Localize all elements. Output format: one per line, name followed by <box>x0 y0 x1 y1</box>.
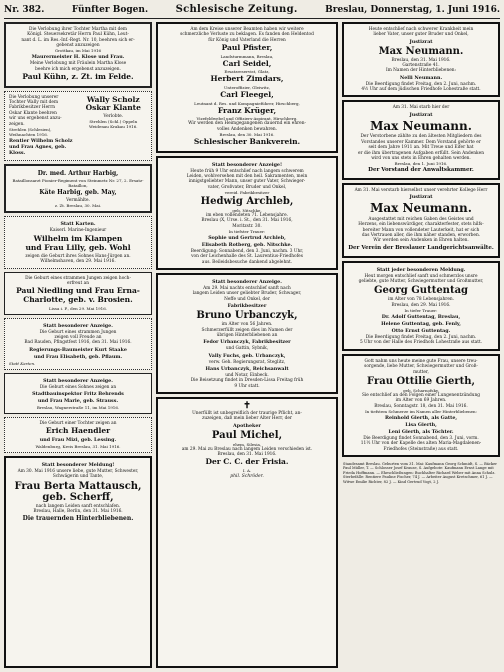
body-line: Oskar Klante beehren <box>9 110 57 116</box>
mourner-detail: und Gattin, Sybnik, <box>225 346 269 352</box>
announcer-name: und Frau Mizi, geb. Lessing. <box>39 436 117 443</box>
bride-name: Käte Harbig, geb. May, <box>39 189 117 197</box>
firm-name: Der C. C. der Frisia. <box>205 457 289 467</box>
announcer-name: Regierungs-Baumeister Kurt Staake <box>29 346 127 353</box>
groom-name: Dr. med. Arthur Harbig, <box>37 169 119 177</box>
deceased-title: Apotheker <box>233 422 261 429</box>
place-date: Lissa i. P., den 29. Mai 1916. <box>48 305 108 311</box>
place-date: z. Zt. Breslau, 30. Mai. <box>54 203 102 209</box>
announcement-birth-haendler <box>4 417 152 453</box>
body-line: Die Verlobung unserer <box>9 94 59 100</box>
notice-heading: Statt besonderer Anzeige. <box>43 322 113 329</box>
body-line: Breslau (X, Urse. i. St., den 31. Mai 1916, <box>201 218 293 224</box>
announcer-name: Wilhelm im Klampen <box>33 233 123 243</box>
deceased-rank: Unteroffizier, Gleiwitz, <box>224 84 270 90</box>
firm-name: Der Vorstand der Anwaltskammer. <box>368 167 474 174</box>
body-line: Neffe und Onkel, der <box>224 296 270 302</box>
obituary-neumann-family <box>342 22 500 97</box>
body-line: Moritzstr. 30. <box>232 223 262 229</box>
body-line: Breslau, den 29. Mai 1916. <box>391 302 451 308</box>
notice-heading: Statt besonderer Anzeige. <box>212 279 282 286</box>
body-line: im Alter von 69 Jahren. <box>395 398 447 404</box>
body-line: Breslau, den 31. Mai 1916. <box>391 57 451 63</box>
place-date: Breslau, Wagnerstraße 11, im Mai 1916. <box>36 404 120 410</box>
obituary-bankverein <box>156 22 338 153</box>
obituary-neumann-anwaltskammer <box>342 100 500 180</box>
deceased-name: Hedwig Archleb, <box>200 195 294 207</box>
announcement-birth-behrends <box>4 373 152 414</box>
obituary-gierth <box>342 354 500 457</box>
body-line: wird von uns stets in Ehren gehalten werden. <box>371 155 471 161</box>
mourners-heading: In tiefster Trauer: <box>228 229 266 235</box>
firm-sub: I. A. <box>242 468 252 474</box>
groom-title: Bataillonsarzt Pionier-Regiment von Steinmetz Nr. 27, 2. Ersatz-Bataillon, <box>12 178 144 189</box>
notice-heading: Statt besonderer Meldung! <box>41 461 115 468</box>
announcer-name: Erich Haendler <box>45 426 111 436</box>
body-line: er die ihm übertragenen Aufgaben erfüllt. Sein Andenken <box>358 150 484 156</box>
body-line: Die Verlobung ihrer Tochter Martha mit dem <box>29 27 127 32</box>
body-line: Die Geburt eines Sohnes zeigen an <box>39 384 117 390</box>
obituary-michel <box>156 397 338 668</box>
body-line: Die Beerdigung findet Sonnabend, den 3. Juni, vorm. <box>363 435 479 441</box>
body-line: wir uns ergebenst anzu- <box>9 116 62 122</box>
body-line: mutter, <box>413 369 429 375</box>
status-label: Vermählte. <box>66 197 90 203</box>
obituary-urbanczyk <box>156 273 338 394</box>
issue-number: Nr. 382. <box>4 5 45 15</box>
announcer-name: Stadtbauinspektor Fritz Behrends <box>32 390 124 397</box>
deceased-title: Justizrat <box>409 38 433 45</box>
deceased-name: Max Neumann. <box>378 45 464 57</box>
body-line: 11½ Uhr von der Kapelle des alten Maria-Magdalenen- <box>360 441 482 447</box>
mourner-name: Fedor Urbanczyk, Fabrikbesitzer <box>203 339 291 346</box>
mourner-name: Leni Gierth, als Töchter. <box>388 428 454 435</box>
newspaper-title: Schlesische Zeitung. <box>175 4 298 15</box>
body-line: Gartenstraße 41. <box>402 63 440 69</box>
notice-heading: Statt besonderer Anzeige! <box>211 161 283 168</box>
body-line: Friedhofes (Steinstraße) aus statt. <box>383 446 459 452</box>
column-right <box>342 22 500 668</box>
firm-name: Schlesischer Bankverein. <box>193 136 301 146</box>
deceased-title: vereid. Fabrikbesitzer <box>224 189 270 195</box>
mourner-name: Dr. Adolf Guttentag, Breslau, <box>381 314 461 321</box>
deceased-name: Paul Michel, <box>211 429 283 441</box>
mourner-name: Lisa Gierth, <box>405 421 437 428</box>
obituary-guttentag <box>342 261 500 351</box>
deceased-title: Justizrat <box>409 111 433 118</box>
deceased-name: Georg Guttentag <box>373 285 469 297</box>
body-line: Ausgestattet mit reichen Gaben des Geistes und <box>368 217 474 223</box>
announcement-engagement-klose <box>4 22 152 88</box>
status-label: Verlobte. <box>103 114 124 120</box>
body-line: Bad Rauden, Pfingstfest 1916, den 31. Mai 1916. <box>24 340 132 346</box>
deceased-name: Paul Pfister, <box>221 43 273 53</box>
deceased-name: Max Neumann. <box>370 201 472 216</box>
body-line: Breslau, Sonntagstr. 18, den 31. Mai 1916. <box>374 403 468 409</box>
body-line: das Vertrauen aller, die ihm näher standen, erworben. <box>361 233 481 239</box>
body-line: Wir werden den Heimgegangenen dauernd ein ehren- <box>188 121 306 127</box>
body-line: Am 31. Mai starb hier der <box>392 105 450 111</box>
body-line: nach langem Leiden sanft entschlafen. <box>35 503 121 509</box>
deceased-title: Justizrat <box>409 194 433 201</box>
announcer-name: und Frau Marie, geb. Strauss. <box>37 397 119 404</box>
announcement-birth-staake <box>4 318 152 370</box>
deceased-name: Herbert Zimdars, <box>210 74 284 84</box>
body-line: Am dem Kreise unserer Beamten haben wir weitere <box>190 27 304 32</box>
body-line: vater, Großvater, Bruder und Onkel, <box>207 184 287 190</box>
body-line: Im Namen der Hinterbliebenen: <box>386 68 456 74</box>
mourners-heading: In tiefstem Schmerze im Namen aller Hinterbliebenen: <box>365 408 477 414</box>
body-line: bereiter Mann von vollendeter Lauterkeit, hat er sich <box>362 227 480 233</box>
body-line: Gott nahm uns heute meine gute Frau, unsere treu- <box>364 358 478 364</box>
mourner-name: Vally Fuchs, geb. Urbanczyk, <box>208 352 286 359</box>
body-line: Am 30. Mai 1916 unsere liebe, gute Mutter, Schwester, <box>17 468 139 474</box>
body-line: volles Andenken bewahren. <box>216 126 278 132</box>
deceased-rank: Leutnant d. Res. und Kompagnieführer, Hirschberg, <box>194 100 300 106</box>
mourner-detail: verw. Geh. Regierungsrat, Steglitz, <box>208 359 286 365</box>
body-line: zuzeigen, daß mein lieber Alter Herr, der <box>202 416 292 422</box>
firm-name: Der Verein der Breslauer Landgerichtsanwälte. <box>348 244 494 251</box>
deceased-name: Max Neumann. <box>370 118 472 133</box>
body-line: schmerzliche Verluste zu beklagen. Es fanden den Heldentod <box>180 32 314 38</box>
body-line: im Alter von 56 Jahren. <box>221 322 273 328</box>
body-line: zeigen die Geburt ihres Sohnes Hans-Jürgen an. <box>25 253 131 259</box>
body-line: innigstgeliebter Mann, unser guter Vater, Schwieger- <box>188 179 306 185</box>
body-line: Die Geburt einer Tochter zeigen an <box>39 420 117 426</box>
maiden-name: geb. Scharnofsky, <box>403 387 439 393</box>
body-line: seit dem Jahre 1911 an. Mit Treue und Eifer hat <box>368 145 474 151</box>
body-line: Am 29. Mai nachts entschlief sanft nach <box>203 286 291 292</box>
body-line: Unerfüllt ist unbegreiflich der traurige Pflicht, an- <box>192 410 302 416</box>
body-line: 4½ Uhr auf dem jüdischen Friedhofe Lohestraße statt. <box>361 87 481 93</box>
mourner-name: Sophie und Gertrud Archleb, <box>208 235 286 242</box>
announcer-name: Rentier Wilhelm Scholz und Frau Agnes, geb. Kloss. <box>9 137 73 156</box>
body-line: im Alter von 78 Lebensjahren. <box>387 297 455 303</box>
body-line: Die Geburt eines strammen Jungen zeigen hoch- <box>25 275 131 281</box>
stamp-label: Statt Karten. <box>9 360 36 366</box>
body-line: Wir werden sein Andenken in Ehren halten. <box>373 238 469 244</box>
place-date: Breslau, den 30. Mai 1916. <box>219 131 275 137</box>
body-line: nant d. L. im Res.-Inf.-Regt. Nr. 10, beehren sich er- <box>21 37 135 43</box>
body-line: Die Geburt eines strammen Jungen <box>39 329 117 335</box>
body-line: Heut morgen entschlief sanft und schmerzlos unsre <box>364 273 478 279</box>
body-line: Herzens, ein liebenswürdiger, charakterfester, stets hilfs- <box>358 222 484 228</box>
body-line: zeigen. <box>9 121 25 127</box>
body-line: Der Verstorbene zählte zu den ältesten Mitgliedern des <box>360 134 482 140</box>
deceased-name: Carl Fleegel, <box>220 89 274 99</box>
obituary-mattausch <box>4 456 152 668</box>
signatory: Die trauernden Hinterbliebenen. <box>22 515 134 523</box>
mourner-name: Elisabeth Rotberg, geb. Nitschke. <box>201 242 293 249</box>
body-line: Schwägerin und Tante, <box>52 474 104 480</box>
announcement-birth-niedling <box>4 272 152 315</box>
body-line: Meine Verlobung mit Fräulein Martha Klose <box>29 61 127 67</box>
mourner-name: Nelli Neumann. <box>399 74 443 81</box>
body-line: Heute entschlief nach schwerer Krankheit mein <box>368 27 474 32</box>
body-line: Am 31. Mai verstarb hierselbst unser verehrter Kollege Herr <box>354 188 488 194</box>
body-line: lieber Vater, unser guter Bruder und Onkel, <box>373 32 469 38</box>
body-line: Vorstandes unserer Kammer. Dem Vorstand gehörte er <box>361 139 481 145</box>
body-line: Fabrikbesitzer Herrn <box>9 105 56 111</box>
mourner-detail: und Notar, Einbeck. <box>225 372 269 378</box>
place-date: Strehlen (Schl.) Oppeln Weidenau Krakau 1916. <box>88 119 138 130</box>
mourners-heading: In tiefer Trauer: <box>404 308 438 314</box>
body-line: Die Beisetzung findet in Dresden-Lissa Freitag früh <box>190 378 304 384</box>
mourner-name: Otto Ernst Guttentag. <box>391 328 451 335</box>
body-line: Königl. Steuersekretär Herrn Paul Kühn, Leut- <box>27 32 129 38</box>
body-line: übrigen Hinterbliebenen an <box>216 332 278 338</box>
announcer-name: und Frau Elisabeth, geb. Pflaum. <box>33 353 123 360</box>
body-line: 5 Uhr von der Halle des Friedhofs Lohestraße aus statt. <box>359 340 483 346</box>
mourner-name: Reinhold Gierth, als Gatte, <box>384 414 458 421</box>
announcement-birth-klampen <box>4 216 152 268</box>
notice-heading: Statt besonderer Anzeige. <box>43 377 113 384</box>
deceased-rank: Vizefeldwebel und Offiziers-Aspirant, Hirschberg. <box>196 116 298 122</box>
registry-notice: Standesamt Breslau. Geburten vom 31. Mai: Kaufmann Georg Schmidt, S. — Bäcker Paul Müller, T. — Schlosser Josef Krause, S. Aufgebote: Kaufmann Ernst Lange mit Frieda Hoffmann. — Eheschließungen: Buchhalter Richard Weber mit Anna Schulz. Sterbefälle: Rentiere Pauline Fischer, 74 J. — Arbeiter August Kretschmer, 61 J. — Witwe Emilie Richter, 82 J. — Kind Gertrud Vogt, 2 J. <box>343 461 497 484</box>
deceased-name: Franz Krüger, <box>217 105 277 115</box>
body-line: sorgende, liebe Mutter, Schwiegermutter und Groß- <box>364 364 478 370</box>
deceased-name: Carl Seidel, <box>222 58 272 68</box>
deceased-name: Frau Ottilie Gierth, <box>367 375 475 387</box>
body-line: Die Beerdigung findet Freitag, den 2. Juni, nachm. <box>365 335 477 341</box>
masthead <box>4 4 500 19</box>
place-date: Breslau, den 1. Juni 1916. <box>394 161 448 167</box>
body-line: Wilhelmshaven, den 29. Mai 1916. <box>40 259 116 265</box>
announcer-name: Paul Kühn, z. Zt. im Felde. <box>22 72 134 82</box>
body-line: gebenst anzuzeigen <box>56 43 100 49</box>
body-line: Die Beerdigung findet Freitag, den 2. Juni, nachm. <box>365 81 477 87</box>
body-line: am 29. Mai zu Breslau nach langem Leiden verschieden ist. <box>181 446 313 452</box>
mourner-name: Hans Urbanczyk, Reichsanwalt <box>205 365 289 372</box>
notice-heading: Statt Karten. <box>60 221 96 228</box>
deceased-affiliation: ehem. Silesia, <box>232 441 262 447</box>
place-date: Grottkau, im Mai 1916 <box>54 48 102 54</box>
body-line: Beerdigung: Sonnabend, den 3. Juni, nachm. 3 Uhr, <box>190 249 304 255</box>
deceased-rank: Ersatzreservist, Glatz, <box>224 69 270 75</box>
body-line: langem Leiden unser geliebter Bruder, Schwager, <box>192 291 302 297</box>
obituary-archleb <box>156 156 338 271</box>
signature-name: phil. Schröder. <box>230 474 264 480</box>
body-line: Schmerzerfüllt zeigen dies im Namen der <box>201 327 293 333</box>
body-line: geliebte, gute Mutter, Schwiegermutter und Großmutter, <box>358 279 484 285</box>
body-line: Heute früh 9 Uhr entschlief nach langem schwerem <box>190 168 304 174</box>
deceased-rank: Landsturmmann, Breslau, <box>220 53 274 59</box>
announcer-name: Maurermeister H. Klose und Frau. <box>31 54 125 61</box>
announcement-wedding-harbig <box>4 164 152 213</box>
edition-label: Fünfter Bogen. <box>71 5 149 15</box>
notice-heading: Statt jeder besonderen Meldung. <box>376 266 466 273</box>
body-line: zeigen voll Freude an <box>54 334 102 340</box>
body-line: Kaiserl. Marine-Ingenieur <box>49 228 107 234</box>
cross-icon: ✝ <box>243 400 251 411</box>
place-date: Strehlen (Schlesien), Weihnachten 1916. <box>9 126 52 137</box>
column-middle <box>156 22 338 668</box>
deceased-name: Frau Berta Mattausch, geb. Scherff, <box>14 480 142 503</box>
body-line: für König und Vaterland die Herren <box>208 37 286 43</box>
body-line: Breslau, den 31. Mai 1916. <box>217 452 277 458</box>
announcer-name: und Frau Lilly, geb. Wohl <box>25 243 131 253</box>
obituary-neumann-anwaltverein <box>342 183 500 258</box>
announcer-name: Paul Niedling und Frau Erna-Charlotte, geb. v. Brosien. <box>16 286 140 304</box>
body-line: Leiden, wohlversehen mit den heil. Sakramenten, mein <box>186 173 308 179</box>
column-left <box>4 22 152 668</box>
deceased-title: Fabrikbesitzer <box>227 303 267 310</box>
place-date: Waldenburg, Kreis Breslau, 31. Mai 1916. <box>35 443 121 449</box>
body-line: erfreut an <box>67 280 89 286</box>
body-line: Tochter Wally mit dem <box>9 100 59 106</box>
body-line: aus. Beileidsbesuche dankend abgelehnt. <box>201 259 293 265</box>
body-line: im eben vollendeten 71. Lebensjahre. <box>205 212 289 218</box>
body-line: von der Leichenhalle des St. Laurentius-Friedhofes <box>191 254 303 260</box>
body-line: 9 Uhr statt. <box>234 383 260 389</box>
maiden-name: geb. Nitschke, <box>232 207 262 213</box>
issue-date: Breslau, Donnerstag, 1. Juni 1916. <box>325 5 500 15</box>
body-line: Breslau, Halle, Berlin, den 31. Mai 1916. <box>33 508 123 514</box>
deceased-name: Bruno Urbanczyk, <box>196 310 298 322</box>
couple-names: Wally Scholz Oskar Klante <box>85 94 141 113</box>
body-line: Sie entschlief an den Folgen einer Lungenentzündung <box>361 392 481 398</box>
mourner-name: Helene Guttentag, geb. Fenly, <box>381 321 461 328</box>
body-line: beehre ich mich ergebenst anzuzeigen. <box>35 66 121 72</box>
announcement-engagement-scholz <box>4 91 152 161</box>
